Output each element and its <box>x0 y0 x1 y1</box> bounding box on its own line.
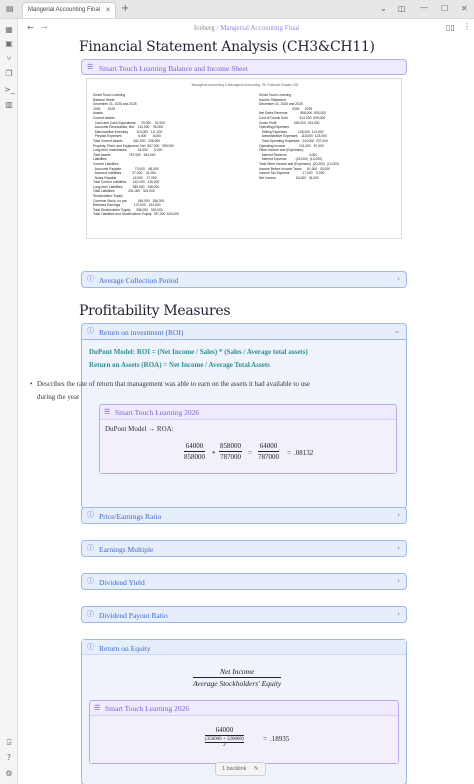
dupont-model-formula: DuPont Model: ROI = (Net Income / Sales) * (Sales / Average total assets) <box>89 348 308 356</box>
callout-title: Dividend Payout Ratio <box>99 611 168 620</box>
calendar-icon[interactable]: ▣ <box>5 39 13 48</box>
callout-title: Smart Touch Learning Balance and Income Sheet <box>99 64 248 73</box>
callout-title: Dividend Yield <box>99 578 145 587</box>
callout-dividend-payout-ratio[interactable] <box>81 606 407 623</box>
callout-title: Price/Earnings Ratio <box>99 512 162 521</box>
denominator: 787000 <box>258 453 279 461</box>
nav-header <box>19 19 474 38</box>
callout-title: Return on investment (ROI) <box>99 328 184 337</box>
roi-example-intro: DuPont Model → ROA: <box>105 425 174 433</box>
equals-sign: = <box>263 735 267 743</box>
new-tab-icon[interactable]: + <box>121 3 130 14</box>
equals-sign: = <box>287 449 291 457</box>
fraction-net-income-over-assets <box>258 442 279 461</box>
chevron-right-icon[interactable]: › <box>397 511 400 519</box>
callout-average-collection-period[interactable] <box>81 271 407 288</box>
bullet-dot: • <box>30 380 33 388</box>
roi-example-body <box>100 419 396 473</box>
note-content[interactable] <box>19 38 474 784</box>
copy-icon[interactable]: ❐ <box>5 69 13 78</box>
tab-mangerial-accounting[interactable] <box>22 2 116 18</box>
info-icon: ⓘ <box>87 610 94 618</box>
roi-description-text: Describes the rate of return that management was able to earn on the assets it had available to use during the year <box>37 380 310 401</box>
tab-bar <box>0 0 474 19</box>
tab-title: Mangerial Accounting Final <box>28 7 101 13</box>
income-statement-text: Smart Touch Learning Income Statement December 31, 2026 and 2025 2026 2025 Net Sales Revenue 858,000 803,000 Cost of Goods Sold 513,000 509,000 Gross Profit 345,000 294,000 Operating Expenses: Selling Expenses 126,000 114,000 Administrative Expenses 118,000 123,000 Total Operating Expenses 244,000 237,000 Operating Income 101,000 57,000 Other Income and (Expenses): Interest Revenue 4,000 Interest Expense (24,000) (14,000) Total Other Income and (Expenses) (20,000) (14,000) Income Before Income Taxes 81,000 43,000 Income Tax Expense 17,000 9,000 Net Income 64,000 34,000 <box>259 93 340 180</box>
edit-pencil-icon[interactable]: ✎ <box>254 766 259 772</box>
breadcrumb-current[interactable]: Mangerial Accounting Final <box>220 24 300 32</box>
info-icon: ⓘ <box>87 643 94 651</box>
callout-price-earnings-ratio[interactable] <box>81 507 407 524</box>
multiply-sign: * <box>212 450 216 458</box>
sidebar-toggle-icon[interactable]: ▤ <box>6 4 14 13</box>
heading-financial-statement-analysis: Financial Statement Analysis (CH3&CH11) <box>79 39 375 55</box>
callout-balance-income-sheet[interactable] <box>81 59 407 75</box>
roi-example-title: Smart Touch Learning 2026 <box>115 408 200 417</box>
info-icon: ⓘ <box>87 577 94 585</box>
list-icon: ☰ <box>87 63 94 71</box>
denominator: 787000 <box>220 453 241 461</box>
heading-profitability-measures: Profitability Measures <box>79 303 231 319</box>
chevron-right-icon[interactable]: › <box>397 275 400 283</box>
callout-roi[interactable] <box>81 323 407 340</box>
roi-description <box>30 378 329 403</box>
breadcrumb-separator: / <box>216 24 219 32</box>
left-ribbon <box>0 19 18 784</box>
info-icon: ⓘ <box>87 275 94 283</box>
callout-roi-example[interactable] <box>99 404 397 474</box>
graph-view-icon[interactable]: ⑂ <box>6 54 12 63</box>
vault-switch-icon[interactable]: ⍈ <box>6 738 12 747</box>
roe-formula-fraction <box>193 667 281 688</box>
info-icon: ⓘ <box>87 327 94 335</box>
roe-result: .18935 <box>270 735 290 743</box>
chevron-down-icon[interactable]: ⌄ <box>394 327 400 335</box>
numerator: 64000 <box>259 442 278 450</box>
fraction-sales-over-assets <box>219 442 242 461</box>
backlinks-count: 1 backlink <box>222 766 247 772</box>
template-icon[interactable]: ▥ <box>5 100 13 109</box>
reading-view-icon[interactable]: ▯▯ <box>446 23 455 32</box>
chevron-down-icon[interactable]: ⌄ <box>380 4 387 13</box>
chevron-right-icon[interactable]: › <box>397 610 400 618</box>
settings-icon[interactable]: ⚙ <box>5 769 13 778</box>
minimize-icon[interactable]: — <box>420 3 428 12</box>
roe-example-fraction <box>205 726 244 748</box>
roe-example-title: Smart Touch Learning 2026 <box>105 704 190 713</box>
balance-sheet-text: Smart Touch Learning Balance Sheet December 31, 2026 and 2025 2026 2025 Assets Current Assets Cash and Cash Equivalents 29,000 32,000 Accounts Receivables, Net 114,000 95,000 Merchandise Inventory 113,000 111,000 Prepaid Expenses 6,000 8,000 Total Current Assets 262,000 236,000 Property, Plant, and Equipment, Net 507,000 399,000 Long-term Investments 18,000 9,000 Total Assets 787,000 644,000 Liabilities Current Liabilities Accounts Payable 73,000 68,000 Accrued Liabilities 27,000 31,000 Notes Payable 42,000 27,000 Total Current Liabilities 142,000 126,000 Long-term Liabilities 289,000 198,000 Total Liabilities 431,000 324,000 Stockholders' Equity Common Stock, no par 186,000 186,000 Retained Earnings 170,000 134,000 Total Stockholders' Equity 356,000 320,000 Total Liabilities and Stockholders' Equity 787,000 644,000 <box>93 93 180 217</box>
close-window-icon[interactable]: ✕ <box>461 4 468 13</box>
breadcrumb-folder[interactable]: Iceberg <box>193 24 215 32</box>
callout-title: Average Collection Period <box>99 276 179 285</box>
list-icon: ☰ <box>94 704 101 712</box>
roa-result: .08132 <box>294 449 314 457</box>
callout-title: Return on Equity <box>99 644 151 653</box>
denominator: Average Stockholders' Equity <box>193 679 282 688</box>
denominator <box>205 736 244 748</box>
list-icon: ☰ <box>104 408 111 416</box>
maximize-icon[interactable]: ☐ <box>441 4 449 13</box>
numerator: 858000 <box>220 442 241 450</box>
fraction-net-income-over-sales <box>184 442 205 461</box>
forward-arrow-icon[interactable]: → <box>41 23 48 32</box>
denominator: 858000 <box>184 453 205 461</box>
callout-title: Earnings Multiple <box>99 545 154 554</box>
numerator: 64000 <box>185 442 204 450</box>
info-icon: ⓘ <box>87 544 94 552</box>
denominator-top: (356000 + 320000) <box>205 737 244 742</box>
roe-example-body <box>90 715 398 763</box>
numerator: Net Income <box>193 667 281 678</box>
callout-earnings-multiple[interactable] <box>81 540 407 557</box>
sheet-caption: Managerial Accounting & Managerial Accounting, 7th Financial Chapter 11B <box>191 83 299 87</box>
backlinks-indicator[interactable] <box>215 762 266 776</box>
more-options-icon[interactable]: ⋮ <box>463 22 471 31</box>
chevron-right-icon[interactable]: › <box>397 544 400 552</box>
terminal-icon[interactable]: >_ <box>4 85 15 94</box>
callout-roe-example[interactable] <box>89 700 399 764</box>
sidebar-right-icon[interactable]: ◫ <box>398 4 406 13</box>
roa-formula: Return on Assets (ROA) = Net Income / Average Total Assets <box>89 361 270 369</box>
breadcrumb <box>19 24 474 32</box>
close-icon[interactable]: ✕ <box>105 7 111 14</box>
callout-dividend-yield[interactable] <box>81 573 407 590</box>
info-icon: ⓘ <box>87 511 94 519</box>
back-arrow-icon[interactable]: ← <box>27 23 34 32</box>
chevron-right-icon[interactable]: › <box>397 577 400 585</box>
balance-income-sheet-image <box>86 78 402 239</box>
help-icon[interactable]: ? <box>6 753 12 762</box>
numerator: 64000 <box>205 726 244 736</box>
denominator-bottom: 2 <box>223 743 226 748</box>
equals-sign: = <box>248 449 252 457</box>
file-explorer-icon[interactable]: ▦ <box>5 25 13 34</box>
